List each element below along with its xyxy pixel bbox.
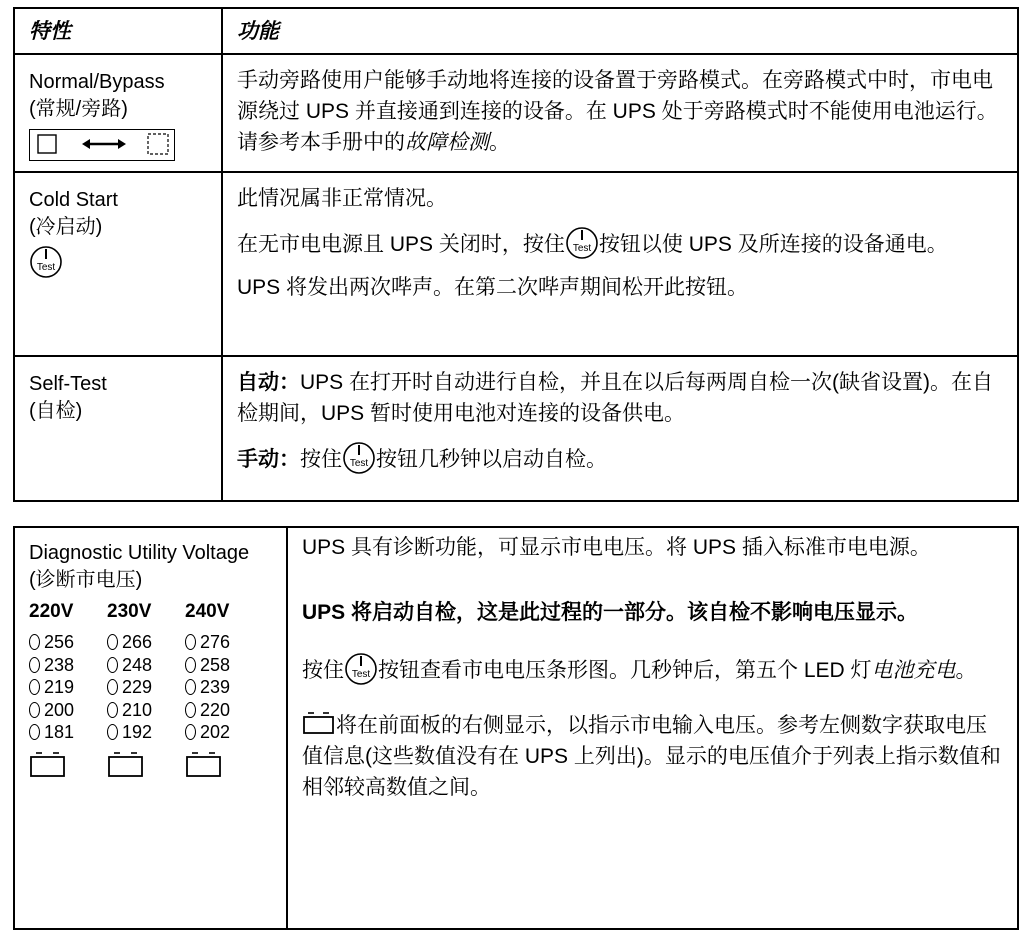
led-icon bbox=[185, 724, 196, 740]
feature-subtitle: (冷启动) bbox=[29, 216, 103, 238]
battery-icons bbox=[29, 750, 286, 786]
voltage-led-list bbox=[29, 631, 286, 744]
diagnostic-instruction: 按住 Test 按钮查看市电电压条形图。几秒钟后，第五个 LED 灯电池充电。 bbox=[302, 652, 1005, 686]
diagnostic-intro: UPS 具有诊断功能，可显示市电电压。将 UPS 插入标准市电电源。 bbox=[302, 536, 931, 559]
normal-bypass-icon bbox=[29, 129, 175, 161]
feature-name: Normal/Bypass bbox=[29, 71, 165, 93]
feature-name: Self-Test bbox=[29, 373, 107, 395]
battery-icon bbox=[302, 711, 336, 735]
diagnostic-self-test-note: UPS 将启动自检，这是此过程的一部分。该自检不影响电压显示。 bbox=[302, 601, 919, 624]
led-icon bbox=[107, 679, 118, 695]
header-feature: 特性 bbox=[29, 20, 71, 43]
test-button-icon bbox=[565, 226, 599, 260]
table-row-diagnostic bbox=[14, 527, 1018, 929]
table-row-self-test bbox=[14, 356, 1018, 501]
diagnostic-table bbox=[13, 526, 1019, 930]
table-header-row bbox=[14, 8, 1018, 54]
svg-text:Test: Test bbox=[36, 262, 56, 273]
troubleshooting-reference: 故障检测 bbox=[405, 131, 489, 154]
svg-text:Test: Test bbox=[349, 458, 369, 469]
table-row-bypass bbox=[14, 54, 1018, 172]
feature-name: Cold Start bbox=[29, 189, 118, 211]
voltage-row: 256 266 276 bbox=[29, 631, 286, 654]
test-button-icon bbox=[344, 652, 378, 686]
battery-charge-led-name: 电池充电 bbox=[871, 659, 956, 682]
battery-icon bbox=[107, 750, 145, 778]
feature-subtitle: (常规/旁路) bbox=[29, 98, 128, 120]
led-icon bbox=[185, 657, 196, 673]
voltage-columns: 220V 230V 240V bbox=[29, 601, 230, 622]
bypass-description: 手动旁路使用户能够手动地将连接的设备置于旁路模式。在旁路模式中时，市电电源绕过 UPS 并直接通到连接的设备。在 UPS 处于旁路模式时不能使用电池运行。请参考本手册中的故障检测。 bbox=[237, 69, 998, 154]
voltage-row: 200 210 220 bbox=[29, 699, 286, 722]
cold-start-note: 此情况属非正常情况。 bbox=[237, 187, 447, 210]
table-row-cold-start bbox=[14, 172, 1018, 356]
diagnostic-reading-note: 将在前面板的右侧显示，以指示市电输入电压。参考左侧数字获取电压值信息(这些数值没有在 UPS 上列出)。显示的电压值介于列表上指示数值和相邻较高数值之间。 bbox=[302, 710, 1005, 803]
feature-name: Diagnostic Utility Voltage bbox=[29, 542, 250, 564]
cold-start-beep-note: UPS 将发出两次哔声。在第二次哔声期间松开此按钮。 bbox=[237, 276, 749, 299]
led-icon bbox=[29, 702, 40, 718]
features-table bbox=[13, 7, 1019, 502]
led-icon bbox=[107, 724, 118, 740]
led-icon bbox=[29, 724, 40, 740]
led-icon bbox=[107, 702, 118, 718]
test-button-icon bbox=[342, 441, 376, 475]
feature-subtitle: (诊断市电压) bbox=[29, 569, 143, 591]
self-test-auto: 自动：UPS 在打开时自动进行自检，并且在以后每两周自检一次(缺省设置)。在自检期间，UPS 暂时使用电池对连接的设备供电。 bbox=[237, 371, 993, 425]
led-icon bbox=[185, 702, 196, 718]
led-icon bbox=[185, 634, 196, 650]
battery-icon bbox=[29, 750, 67, 778]
header-function: 功能 bbox=[237, 20, 279, 43]
cold-start-instruction: 在无市电电源且 UPS 关闭时，按住 Test 按钮以使 UPS 及所连接的设备通电。 bbox=[237, 226, 1005, 260]
led-icon bbox=[29, 634, 40, 650]
test-button-icon bbox=[29, 245, 63, 279]
svg-text:Test: Test bbox=[572, 243, 592, 254]
voltage-row: 219 229 239 bbox=[29, 676, 286, 699]
svg-text:Test: Test bbox=[351, 669, 371, 680]
voltage-row: 181 192 202 bbox=[29, 721, 286, 744]
self-test-manual: 手动：按住 Test 按钮几秒钟以启动自检。 bbox=[237, 441, 1005, 475]
led-icon bbox=[107, 657, 118, 673]
led-icon bbox=[185, 679, 196, 695]
feature-subtitle: (自检) bbox=[29, 400, 83, 422]
led-icon bbox=[107, 634, 118, 650]
led-icon bbox=[29, 679, 40, 695]
battery-icon bbox=[185, 750, 223, 778]
voltage-row: 238 248 258 bbox=[29, 654, 286, 677]
led-icon bbox=[29, 657, 40, 673]
